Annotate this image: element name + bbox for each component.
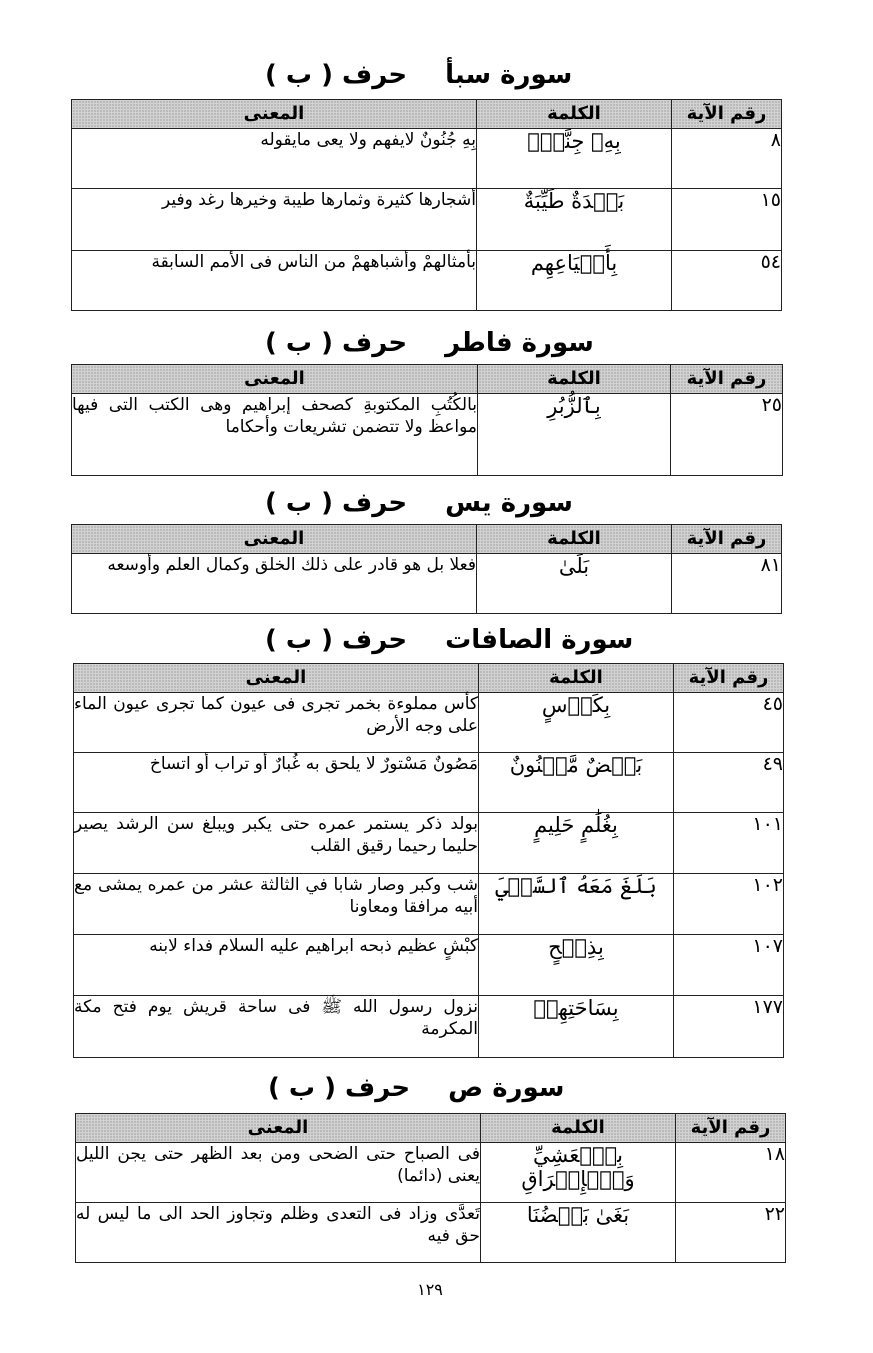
table-row xyxy=(74,693,784,753)
letter-label: حرف ( ب ) xyxy=(265,625,408,655)
table-header-row xyxy=(72,525,782,554)
surah-name: سورة الصافات xyxy=(445,625,634,655)
section-heading xyxy=(265,488,573,518)
header-word: الكلمة xyxy=(477,100,672,129)
quran-word: بِأَشۡيَاعِهِم xyxy=(477,251,672,311)
section-heading xyxy=(265,60,572,90)
meaning-text: فى الصباح حتى الضحى ومن بعد الظهر حتى يجن الليل يعنى (دائما) xyxy=(76,1143,481,1203)
header-verse: رقم الآية xyxy=(674,664,784,693)
header-word: الكلمة xyxy=(478,365,671,394)
meaning-text: فعلا بل هو قادر على ذلك الخلق وكمال العلم وأوسعه xyxy=(72,554,477,614)
header-meaning: المعنى xyxy=(72,365,478,394)
header-word: الكلمة xyxy=(481,1114,676,1143)
quran-word: بِغُلَٰمٍ حَلِيمٍ xyxy=(479,813,674,874)
letter-label: حرف ( ب ) xyxy=(265,328,408,358)
quran-word: بَلَىٰ xyxy=(477,554,672,614)
section-heading xyxy=(265,625,633,655)
section-heading xyxy=(265,328,594,358)
verse-number: ١٠٧ xyxy=(674,935,784,996)
surah-name: سورة فاطر xyxy=(445,328,594,358)
meaning-text: كأس مملوءة بخمر تجرى فى عيون كما تجرى عيون الماء على وجه الأرض xyxy=(74,693,479,753)
verse-number: ٨١ xyxy=(672,554,782,614)
table-header-row xyxy=(74,664,784,693)
header-meaning: المعنى xyxy=(74,664,479,693)
quran-word: بِهِۦ جِنَّةٌۢ xyxy=(477,129,672,189)
header-verse: رقم الآية xyxy=(676,1114,786,1143)
meaning-text: بأمثالهمْ وأشباههمْ من الناس فى الأمم السابقة xyxy=(72,251,477,311)
table-row xyxy=(74,935,784,996)
table-row xyxy=(74,874,784,935)
vocab-table xyxy=(71,99,782,311)
table-row xyxy=(74,813,784,874)
meaning-text: تَعدَّى وزاد فى التعدى وظلم وتجاوز الحد الى ما ليس له حق فيه xyxy=(76,1203,481,1263)
verse-number: ١٠٢ xyxy=(674,874,784,935)
vocab-table xyxy=(73,663,784,1058)
verse-number: ٥٤ xyxy=(672,251,782,311)
verse-number: ٤٥ xyxy=(674,693,784,753)
quran-word: بَغَىٰ بَعۡضُنَا xyxy=(481,1203,676,1263)
table-row xyxy=(72,129,782,189)
table-row xyxy=(72,251,782,311)
page-number: ١٢٩ xyxy=(417,1280,443,1299)
meaning-text: أشجارها كثيرة وثمارها طيبة وخيرها رغد وفير xyxy=(72,189,477,251)
header-verse: رقم الآية xyxy=(671,365,783,394)
verse-number: ٢٢ xyxy=(676,1203,786,1263)
quran-word: بَلَغَ مَعَهُ ٱلسَّعۡيَ xyxy=(479,874,674,935)
verse-number: ٤٩ xyxy=(674,753,784,813)
header-verse: رقم الآية xyxy=(672,100,782,129)
verse-number: ١٠١ xyxy=(674,813,784,874)
quran-word: بَيۡضٌ مَّكۡنُونٌ xyxy=(479,753,674,813)
quran-word: بِٱلزُّبُرِ xyxy=(478,394,671,476)
header-meaning: المعنى xyxy=(72,525,477,554)
table-row xyxy=(74,753,784,813)
surah-name: سورة سبأ xyxy=(445,60,573,90)
meaning-text: بِهِ جُنُونٌ لايفهم ولا يعى مايقوله xyxy=(72,129,477,189)
header-meaning: المعنى xyxy=(72,100,477,129)
verse-number: ١٧٧ xyxy=(674,996,784,1058)
vocab-table xyxy=(71,364,783,476)
header-word: الكلمة xyxy=(479,664,674,693)
verse-number: ٨ xyxy=(672,129,782,189)
header-word: الكلمة xyxy=(477,525,672,554)
verse-number: ١٨ xyxy=(676,1143,786,1203)
quran-word: بِذِبۡحٍ xyxy=(479,935,674,996)
table-row xyxy=(74,996,784,1058)
surah-name: سورة ص xyxy=(448,1073,565,1103)
table-row xyxy=(72,554,782,614)
table-header-row xyxy=(72,365,783,394)
vocab-table xyxy=(75,1113,786,1263)
surah-name: سورة يس xyxy=(445,488,573,518)
meaning-text: مَصُونٌ مَسْتورٌ لا يلحق به غُبارٌ أو تراب أو اتساخ xyxy=(74,753,479,813)
letter-label: حرف ( ب ) xyxy=(265,60,408,90)
meaning-text: بولد ذكر يستمر عمره حتى يكبر ويبلغ سن الرشد يصير حليما رحيما رقيق القلب xyxy=(74,813,479,874)
meaning-text: كبْشٍ عظيم ذبحه ابراهيم عليه السلام فداء لابنه xyxy=(74,935,479,996)
quran-word: بِٱلۡعَشِيِّ وَٱلۡإِشۡرَاقِ xyxy=(481,1143,676,1203)
letter-label: حرف ( ب ) xyxy=(268,1073,411,1103)
verse-number: ٢٥ xyxy=(671,394,783,476)
header-verse: رقم الآية xyxy=(672,525,782,554)
header-meaning: المعنى xyxy=(76,1114,481,1143)
table-header-row xyxy=(76,1114,786,1143)
verse-number: ١٥ xyxy=(672,189,782,251)
quran-word: بَلۡدَةٌ طَيِّبَةٌ xyxy=(477,189,672,251)
meaning-text: شب وكبر وصار شابا في الثالثة عشر من عمره يمشى مع أبيه مرافقا ومعاونا xyxy=(74,874,479,935)
quran-word: بِكَأۡسٍ xyxy=(479,693,674,753)
meaning-text: نزول رسول الله ﷺ فى ساحة قريش يوم فتح مكة المكرمة xyxy=(74,996,479,1058)
quran-word: بِسَاحَتِهِمۡ xyxy=(479,996,674,1058)
table-row xyxy=(72,394,783,476)
table-row xyxy=(76,1203,786,1263)
meaning-text: بالكُتُبِ المكتوبةِ كصحف إبراهيم وهى الكتب التى فيها مواعظ ولا تتضمن تشريعات وأحكاما xyxy=(72,394,478,476)
letter-label: حرف ( ب ) xyxy=(265,488,408,518)
table-row xyxy=(76,1143,786,1203)
table-row xyxy=(72,189,782,251)
table-header-row xyxy=(72,100,782,129)
vocab-table xyxy=(71,524,782,614)
section-heading xyxy=(268,1073,564,1103)
